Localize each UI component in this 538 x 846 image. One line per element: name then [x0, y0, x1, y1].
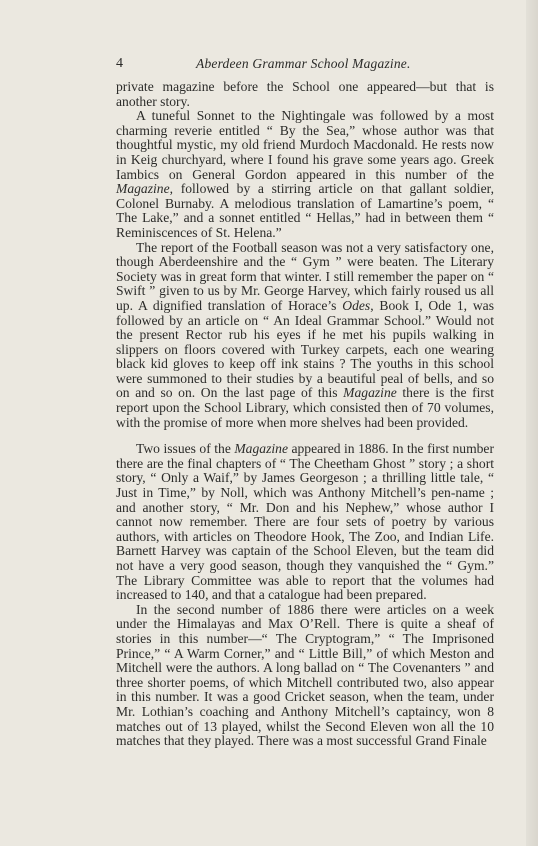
- text-run: The report of the Football season was not a very satisfactory one, though Aberdeenshire and the “ Gym ” were beaten. The Literary Society was in great form that winter. I still remember the paper on “ Swift ” given to us by Mr. George Harvey, which fairly roused us all up. A dignified translation of Horace’s: [116, 239, 494, 313]
- paragraph: [116, 442, 494, 603]
- body-text: [116, 80, 494, 749]
- page-edge: [526, 0, 538, 846]
- paragraph: [116, 109, 494, 240]
- paragraph: [116, 80, 494, 109]
- italic-text: Magazine: [343, 385, 397, 401]
- page-number: 4: [116, 56, 123, 71]
- italic-text: Magazine: [116, 181, 170, 197]
- italic-text: Odes: [342, 297, 371, 313]
- paragraph: [116, 241, 494, 431]
- page-header: [116, 56, 494, 74]
- text-run: In the second number of 1886 there were articles on a week under the Himalayas and Max O’Rell. There is quite a sheaf of stories in this number—“ The Cryptogram,” “ The Imprisoned Prince,” “ A Warm Corner,” and “ Little Bill,” of which Meston and Mitchell were the authors. A long ballad on “ The Covenanters ” and three shorter poems, of which Mitchell contributed two, also appear in this number. It was a good Cricket season, when the team, under Mr. Lothian’s coaching and Anthony Mitchell’s captaincy, won 8 matches out of 13 played, whilst the Second Eleven won all the 10 matches that they played. There was a most successful Grand Finale: [116, 601, 494, 749]
- text-run: , followed by a stirring article on that gallant soldier, Colonel Burnaby. A melodious translation of Lamartine’s poem, “ The Lake,” and a sonnet entitled “ Hellas,” had in between them “ Reminiscences of St. Helena.”: [116, 181, 494, 240]
- text-run: there is the first report upon the School Library, which consisted then of 70 volumes, with the promise of more when more shelves had been provided.: [116, 385, 494, 430]
- text-run: private magazine before the School one appeared—but that is another story.: [116, 79, 494, 109]
- text-run: Two issues of the: [136, 441, 235, 457]
- paragraph: [116, 603, 494, 749]
- italic-text: Magazine: [234, 441, 288, 457]
- text-run: A tuneful Sonnet to the Nightingale was followed by a most charming reverie entitled “ By the Sea,” whose author was that thoughtful mystic, my old friend Murdoch Macdonald. He rests now in Keig churchyard, where I found his grave some years ago. Greek Iambics on General Gordon appeared in this number of the: [116, 108, 494, 182]
- running-title: Aberdeen Grammar School Magazine.: [196, 56, 411, 71]
- text-run: , Book I, Ode 1, was followed by an article on “ An Ideal Grammar School.” Would not the present Rector rub his eyes if he met his pupils walking in slippers on floors covered with Turkey carpets, each one wearing black kid gloves to keep off ink stains ? The youths in this school were summoned to their studies by a beautiful peal of bells, and so on and so on. On the last page of this: [116, 297, 494, 401]
- text-run: appeared in 1886. In the first number there are the final chapters of “ The Cheetham Ghost ” story ; a short story, “ Only a Waif,” by James Georgeson ; a thrilling little tale, “ Just in Time,” by Noll, which was Anthony Mitchell’s pen-name ; and another story, “ Mr. Don and his Nephew,” whose author I cannot now remember. There are four sets of poetry by various authors, with articles on Theodore Hook, The Zoo, and Indian Life. Barnett Harvey was captain of the School Eleven, but the team did not have a very good season, though they vanquished the “ Gym.” The Library Committee was able to report that the volumes had increased to 140, and that a catalogue had been prepared.: [116, 441, 494, 603]
